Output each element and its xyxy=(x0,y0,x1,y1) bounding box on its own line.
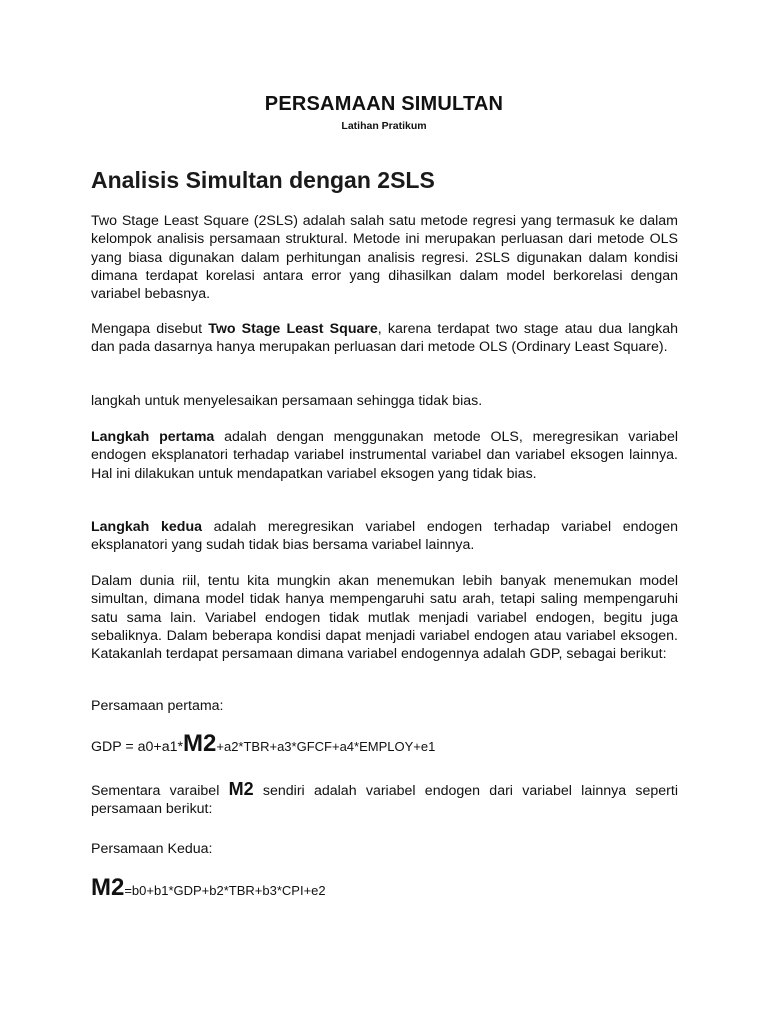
paragraph-why-2sls xyxy=(91,320,678,357)
equation-gdp-m2: M2 xyxy=(183,730,217,757)
equation-m2-lhs: M2 xyxy=(91,874,125,901)
paragraph-step-two xyxy=(91,518,678,555)
paragraph-simultan-model xyxy=(91,572,678,663)
paragraph-simultan-model-text: Dalam dunia riil, tentu kita mungkin akan menemukan lebih banyak menemukan model simultan, dimana model tidak hanya mempengaruhi satu arah, tetapi saling mempengaruhi satu sama lain. Variabel endogen tidak mutlak menjadi variabel endogen, begitu juga sebaliknya. Dalam beberapa kondisi dapat menjadi variabel endogen atau variabel eksogen. Katakanlah terdapat persamaan dimana variabel endogennya adalah GDP, sebagai berikut: xyxy=(91,573,678,663)
equation-m2 xyxy=(91,874,326,902)
term-langkah-kedua: Langkah kedua xyxy=(91,519,202,535)
term-two-stage-least-square: Two Stage Least Square xyxy=(208,321,378,337)
paragraph-step-one xyxy=(91,428,678,483)
paragraph-m2-endogen-post: sendiri adalah variabel endogen dari variabel lainnya seperti persamaan berikut: xyxy=(91,783,678,818)
label-persamaan-kedua: Persamaan Kedua: xyxy=(91,841,213,857)
paragraph-step-one-text: adalah dengan menggunakan metode OLS, meregresikan variabel endogen eksplanatori terhadap variabel instrumental variabel dan variabel eksogen lainnya. Hal ini dilakukan untuk mendapatkan variabel eksogen yang tidak bias. xyxy=(91,429,678,482)
equation-gdp-pre: GDP = a0+a1* xyxy=(91,739,184,755)
equation-m2-rhs: =b0+b1*GDP+b2*TBR+b3*CPI+e2 xyxy=(124,883,326,898)
paragraph-persamaan-pertama xyxy=(91,697,678,715)
document-subtitle: Latihan Pratikum xyxy=(341,120,427,132)
equation-gdp-post: +a2*TBR+a3*GFCF+a4*EMPLOY+e1 xyxy=(216,739,436,754)
paragraph-steps-intro-text: langkah untuk menyelesaikan persamaan sehingga tidak bias. xyxy=(91,393,483,409)
paragraph-m2-endogen xyxy=(91,780,678,819)
term-m2: M2 xyxy=(228,779,254,799)
paragraph-intro-text: Two Stage Least Square (2SLS) adalah salah satu metode regresi yang termasuk ke dalam kelompok analisis persamaan struktural. Metode ini merupakan perluasan dari metode OLS yang biasa digunakan dalam perhitungan analisis regresi. 2SLS digunakan dalam kondisi dimana terdapat korelasi antara error yang dihasilkan dalam model berkorelasi dengan variabel bebasnya. xyxy=(91,213,678,303)
paragraph-step-two-text: adalah meregresikan variabel endogen terhadap variabel endogen eksplanatori yang sudah tidak bias bersama variabel lainnya. xyxy=(91,519,678,554)
paragraph-steps-intro xyxy=(91,392,678,410)
term-langkah-pertama: Langkah pertama xyxy=(91,429,215,445)
equation-gdp xyxy=(91,730,435,758)
paragraph-why-2sls-pre: Mengapa disebut xyxy=(91,321,209,337)
paragraph-persamaan-kedua xyxy=(91,840,678,858)
label-persamaan-pertama: Persamaan pertama: xyxy=(91,698,224,714)
paragraph-intro xyxy=(91,212,678,303)
section-heading: Analisis Simultan dengan 2SLS xyxy=(91,167,435,193)
paragraph-why-2sls-post: , karena terdapat two stage atau dua langkah dan pada dasarnya hanya merupakan perluasan dari metode OLS (Ordinary Least Square). xyxy=(91,321,679,356)
paragraph-m2-endogen-pre: Sementara varaibel xyxy=(91,783,229,799)
document-title: PERSAMAAN SIMULTAN xyxy=(264,93,504,115)
